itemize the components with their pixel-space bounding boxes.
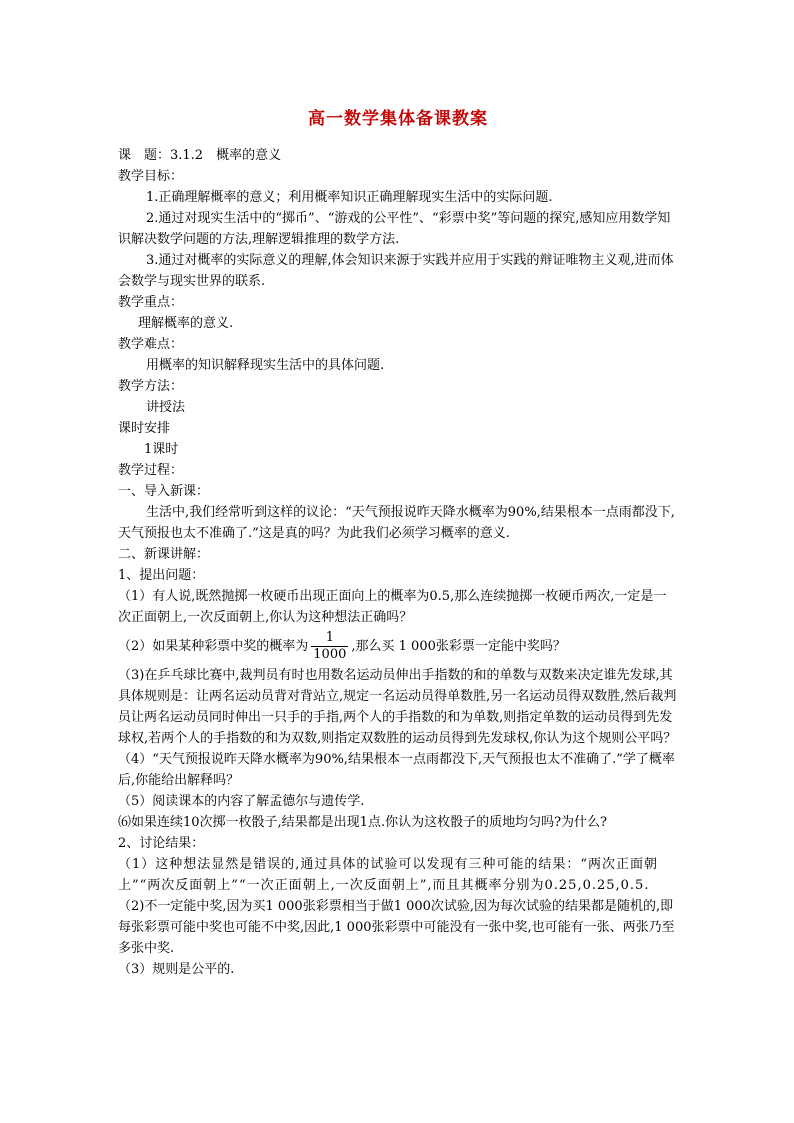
objectives-heading: 教学目标： bbox=[118, 169, 184, 184]
question-2 bbox=[118, 630, 678, 663]
part2-heading: 2、讨论结果： bbox=[118, 836, 205, 851]
key-heading: 教学重点： bbox=[118, 295, 184, 310]
question-2-after: ,那么买 1 000张彩票一定能中奖吗？ bbox=[351, 639, 566, 654]
schedule-text: 1课时 bbox=[144, 442, 179, 457]
method-heading: 教学方法： bbox=[118, 379, 184, 394]
key-point: 理解概率的意义. bbox=[138, 316, 234, 331]
fraction bbox=[311, 630, 348, 663]
section1-text: 生活中,我们经常听到这样的议论：“天气预报说昨天降水概率为90%,结果根本一点雨都没下,天气预报也太不准确了.”这是真的吗？为此我们必须学习概率的意义. bbox=[118, 505, 675, 541]
process-heading: 教学过程： bbox=[118, 463, 184, 478]
question-4: （4）“天气预报说昨天降水概率为90%,结果根本一点雨都没下,天气预报也太不准确了.”学了概率后,你能给出解释吗？ bbox=[118, 752, 675, 788]
answer-3: （3）规则是公平的. bbox=[118, 962, 235, 977]
question-2-before: （2）如果某种彩票中奖的概率为 bbox=[118, 639, 309, 654]
answer-2: （2)不一定能中奖,因为买1 000张彩票相当于做1 000次试验,因为每次试验的结果都是随机的,即每张彩票可能中奖也可能不中奖,因此,1 000张彩票中可能没有一张中奖,也可能有一张、两张乃至多张中奖. bbox=[118, 899, 675, 956]
schedule-heading: 课时安排 bbox=[118, 421, 171, 436]
method-text: 讲授法 bbox=[146, 400, 186, 415]
section2-heading: 二、新课讲解： bbox=[118, 547, 210, 562]
objective-item: 3.通过对概率的实际意义的理解,体会知识来源于实践并应用于实践的辩证唯物主义观,进而体会数学与现实世界的联系. bbox=[118, 253, 674, 289]
question-3: （3)在乒乓球比赛中,裁判员有时也用数名运动员伸出手指数的和的单数与双数来决定谁先发球,其具体规则是：让两名运动员背对背站立,规定一名运动员得单数胜,另一名运动员得双数胜,然后裁判员让两名运动员同时伸出一只手的手指,两个人的手指数的和为单数,则指定单数的运动员得到先发球权,若两个人的手指数的和为双数,则指定双数胜的运动员得到先发球权,你认为这个规则公平吗？ bbox=[118, 668, 677, 746]
fraction-denominator: 1000 bbox=[313, 647, 347, 662]
difficulty-heading: 教学难点： bbox=[118, 337, 184, 352]
question-1: （1）有人说,既然抛掷一枚硬币出现正面向上的概率为0.5,那么连续抛掷一枚硬币两次,一定是一次正面朝上,一次反面朝上,你认为这种想法正确吗？ bbox=[118, 589, 667, 625]
section1-heading: 一、导入新课： bbox=[118, 484, 210, 499]
topic-line: 课 题：3.1.2 概率的意义 bbox=[118, 148, 282, 163]
part1-heading: 1、提出问题： bbox=[118, 568, 205, 583]
objective-item: 2.通过对现实生活中的“掷币”、“游戏的公平性”、“彩票中奖”等问题的探究,感知应用数学知识解决数学问题的方法,理解逻辑推理的数学方法. bbox=[118, 211, 671, 247]
page-title: 高一数学集体备课教案 bbox=[308, 109, 488, 129]
question-5: （5）阅读课本的内容了解孟德尔与遗传学. bbox=[118, 794, 365, 809]
difficulty-text: 用概率的知识解释现实生活中的具体问题. bbox=[146, 358, 385, 373]
objective-item: 1.正确理解概率的意义；利用概率知识正确理解现实生活中的实际问题. bbox=[146, 190, 553, 205]
document-page bbox=[118, 104, 678, 980]
answer-1: （1）这种想法显然是错误的,通过具体的试验可以发现有三种可能的结果：“两次正面朝上”“两次反面朝上”“一次正面朝上,一次反面朝上”,而且其概率分别为0.25,0.25,0.5. bbox=[118, 857, 659, 893]
fraction-numerator: 1 bbox=[325, 630, 334, 645]
question-6: ⑹如果连续10次掷一枚骰子,结果都是出现1点.你认为这枚骰子的质地均匀吗?为什么? bbox=[118, 815, 608, 830]
